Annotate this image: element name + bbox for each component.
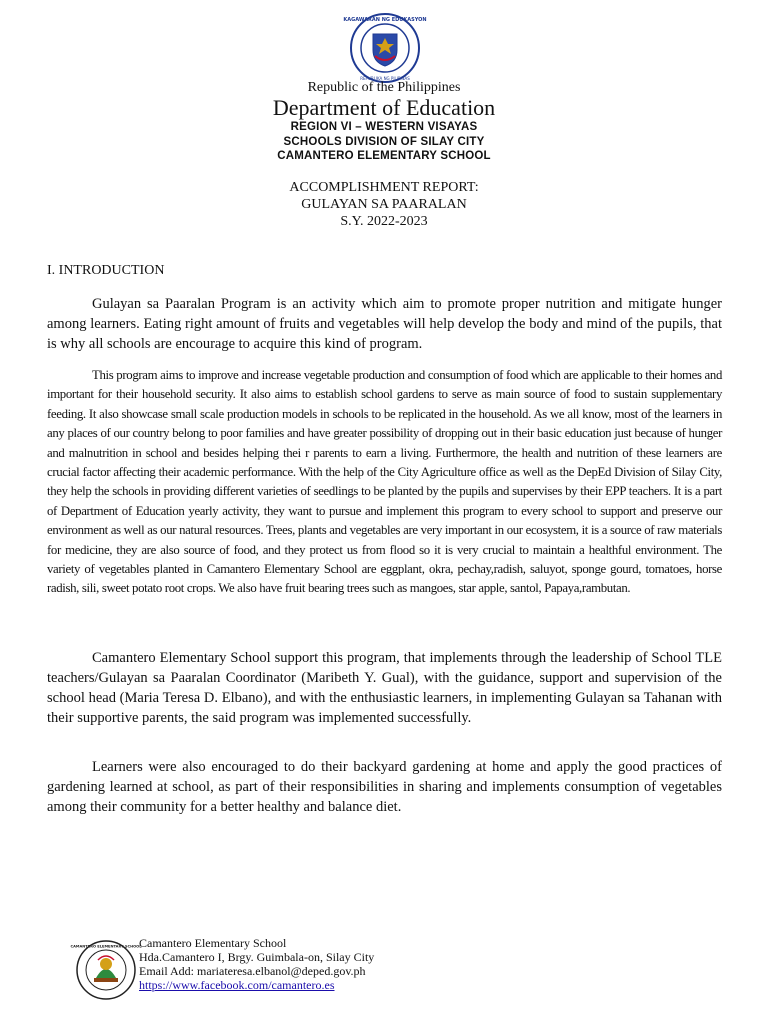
report-title-line2: GULAYAN SA PAARALAN: [301, 197, 467, 212]
seal-bottom-text: REPUBLIKA NG PILIPINAS: [360, 76, 410, 81]
footer-facebook-link[interactable]: https://www.facebook.com/camantero.es: [139, 978, 335, 992]
republic-label: Republic of the Philippines: [307, 80, 461, 95]
intro-paragraph-2: This program aims to improve and increase vegetable production and consumption of food which are applicable to their homes and important for their household security. It also aims to establish school gardens to serve as main source of food to sustain supplementary feeding. It also showcase small scale production models in schools to be replicated in the household. As we all know, most of the learners in any places of our country belong to poor families and have greater possibility of dropping out in their basic education just because of hunger and malnutrition in school and besides helping thei r parents to earn a living. Furthermore, the health and nutrition of these learners are crucial factor affecting their academic performance. With the help of the City Agriculture office as well as the DepEd Division of Silay City, they help the schools in providing different varieties of seedlings to be planted by the pupils and supervises by their EPP teachers. It is a part of Department of Education yearly activity, they want to pursue and implement this program to every school to support and preserve our environment as well as our natural resources. Trees, plants and vegetables are very important in our ecosystem, it is a source of raw materials for medicine, they are also source of food, and they protect us from flood so it is very crucial to maintain a healthful environment. The variety of vegetables planted in Camantero Elementary School are eggplant, okra, pechay,radish, saluyot, sponge gourd, tomatoes, horse radish, sili, sweet potato root crops. We also have fruit bearing trees such as mangoes, star apple, santol, Papaya,rambutan.: [47, 368, 722, 596]
deped-seal-logo: [343, 12, 427, 84]
school-label: CAMANTERO ELEMENTARY SCHOOL: [277, 150, 491, 162]
section-heading: I. INTRODUCTION: [47, 263, 165, 278]
division-label: SCHOOLS DIVISION OF SILAY CITY: [283, 136, 485, 148]
department-title: Department of Education: [272, 95, 496, 120]
report-title-line1: ACCOMPLISHMENT REPORT:: [289, 180, 479, 195]
footer-email: Email Add: mariateresa.elbanol@deped.gov.ph: [139, 964, 366, 978]
footer-contact: [139, 936, 374, 992]
footer-school-name: Camantero Elementary School: [139, 936, 287, 950]
school-logo: [70, 940, 142, 1000]
intro-paragraph-1: Gulayan sa Paaralan Program is an activity which aim to promote proper nutrition and mitigate hunger among learners. Eating right amount of fruits and vegetables will help develop the body and mind of the pupils, that is why all schools are encourage to acquire this kind of program.: [47, 296, 722, 352]
report-title-line3: S.Y. 2022-2023: [340, 214, 428, 229]
school-logo-text: CAMANTERO ELEMENTARY SCHOOL: [70, 944, 142, 949]
intro-paragraph-4: Learners were also encouraged to do their backyard gardening at home and apply the good practices of gardening learned at school, as part of their responsibilities in sharing and implements consumption of vegetables among their community for a better healthy and balance diet.: [47, 759, 722, 815]
region-label: REGION VI – WESTERN VISAYAS: [290, 121, 478, 133]
report-title: [0, 179, 768, 230]
footer-address: Hda.Camantero I, Brgy. Guimbala-on, Silay City: [139, 950, 375, 964]
seal-top-text: KAGAWARAN NG EDUKASYON: [343, 17, 427, 23]
intro-paragraph-3: Camantero Elementary School support this program, that implements through the leadership of School TLE teachers/Gulayan sa Paaralan Coordinator (Maribeth Y. Gual), with the guidance, support and supervision of the school head (Maria Teresa D. Elbano), and with the enthusiastic learners, in implementing Gulayan sa Tahanan with their supportive parents, the said program was implemented successfully.: [47, 650, 722, 726]
